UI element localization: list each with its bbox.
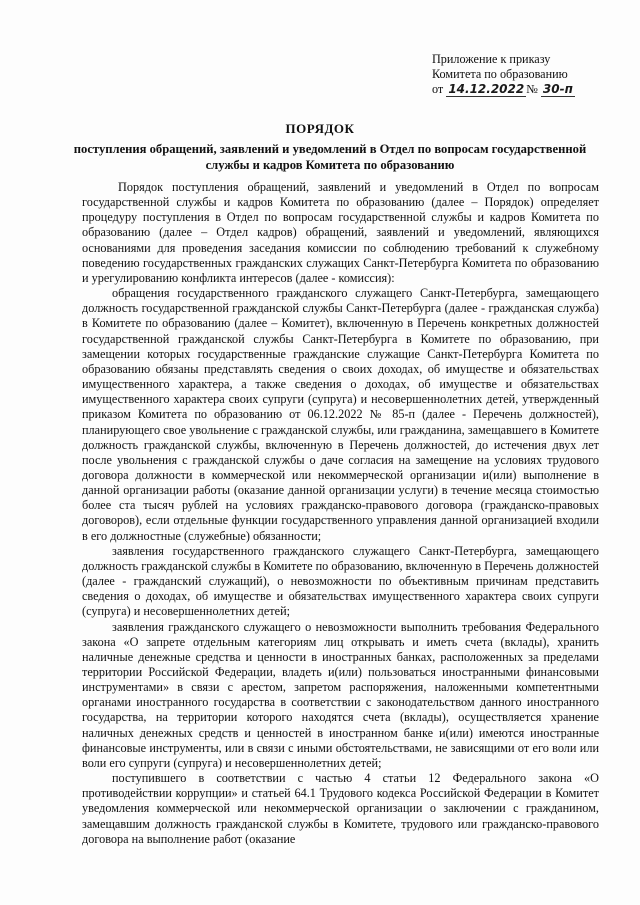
handwritten-number: 30-п bbox=[542, 82, 573, 96]
paragraph-notification: поступившего в соответствии с частью 4 статьи 12 Федерального закона «О противодействии коррупции» и статьей 64.1 Трудового кодекса Российской Федерации в Комитет уведомления коммерческой или некоммерческой организации о заключении с гражданином, замещавшим должность гражданской службы в Комитете, трудового или гражданско-правового договора на выполнение работ (оказание bbox=[82, 771, 599, 846]
appendix-line-1: Приложение к приказу bbox=[432, 52, 551, 66]
paragraph-statement-income: заявления государственного гражданского служащего Санкт-Петербурга, замещающего должность гражданской службы в Комитете по образованию, включенную в Перечень должностей (далее - гражданский служащий), о невозможности по объективным причинам представить сведения о доходах, об имуществе и обязательствах имущественного характера своих супруги (супруга) и несовершеннолетних детей; bbox=[82, 543, 599, 619]
from-prefix: от bbox=[432, 82, 444, 96]
paragraph-intro: Порядок поступления обращений, заявлений и уведомлений в Отдел по вопросам государственной службы и кадров Комитета по образованию (далее – Порядок) определяет процедуру поступления в Отдел по вопросам государственной службы и кадров Комитета по образованию (далее – Отдел кадров) обращений, заявлений и уведомлений, являющихся основаниями для проведения заседания комиссии по соблюдению требований к служебному поведению государственных гражданских служащих Санкт-Петербурга Комитета по образованию и урегулированию конфликта интересов (далее - комиссия): bbox=[82, 180, 599, 285]
appendix-block bbox=[432, 52, 632, 97]
paragraph-appeal: обращения государственного гражданского служащего Санкт-Петербурга, замещающего должность государственной гражданской службы Санкт-Петербурга (далее - гражданская служба) в Комитете по образованию (далее – Комитет), включенную в Перечень конкретных должностей государственной гражданской службы Санкт-Петербурга в Комитете по образованию, при замещении которых государственные гражданские служащие Санкт-Петербурга Комитета по образованию обязаны представлять сведения о своих доходах, об имуществе и обязательствах имущественного характера, а также сведения о доходах, об имуществе и обязательствах имущественного характера своих супруги (супруга) и несовершеннолетних детей, утвержденный приказом Комитета по образованию от 06.12.2022 № 85-п (далее - Перечень должностей), планирующего свое увольнение с гражданской службы, или гражданина, замещавшего в Комитете должность гражданской службы, включенную в Перечень должностей, до истечения двух лет после увольнения с гражданской службы о даче согласия на замещение на условиях трудового договора должности в коммерческой или некоммерческой организации и(или) выполнение в данной организации работы (оказание данной организации услуги) в течение месяца стоимостью более ста тысяч рублей на условиях гражданско-правового договора (гражданско-правовых договоров), если отдельные функции государственного управления данной организацией входили в его должностные (служебные) обязанности; bbox=[82, 286, 599, 543]
paragraph-statement-foreign-accounts: заявления гражданского служащего о невозможности выполнить требования Федерального закона «О запрете отдельным категориям лиц открывать и иметь счета (вклады), хранить наличные денежные средства и ценности в иностранных банках, расположенных за пределами территории Российской Федерации, владеть и(или) пользоваться иностранными финансовыми инструментами» в связи с арестом, запретом распоряжения, наложенными компетентными органами иностранного государства в соответствии с законодательством данного иностранного государства, на территории которого находятся счета (вклады), осуществляется хранение наличных денежных средств и ценностей в иностранном банке и(или) имеются иностранные финансовые инструменты, или в связи с иными обстоятельствами, не зависящими от его воли или воли его супруги (супруга) и несовершеннолетних детей; bbox=[82, 619, 599, 770]
handwritten-date: 14.12.2022 bbox=[448, 82, 525, 96]
appendix-line-2: Комитета по образованию bbox=[432, 67, 568, 81]
document-body bbox=[82, 180, 599, 847]
document-subtitle: поступления обращений, заявлений и уведомлений в Отдел по вопросам государственной службы и кадров Комитета по образованию bbox=[73, 142, 587, 172]
number-prefix: № bbox=[526, 82, 538, 96]
document-title: ПОРЯДОК bbox=[285, 121, 355, 136]
appendix-date-line bbox=[432, 82, 632, 97]
